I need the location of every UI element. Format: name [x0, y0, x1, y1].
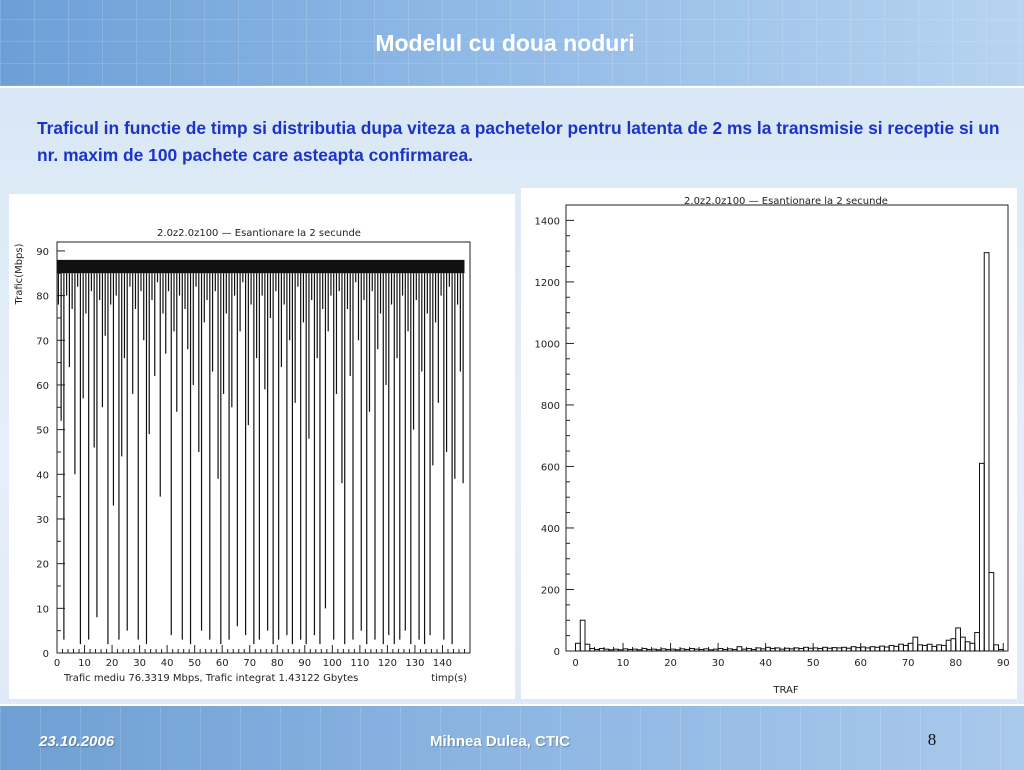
- y-tick-label: 20: [36, 559, 49, 571]
- histogram-bar: [808, 648, 813, 651]
- histogram-bar: [580, 620, 585, 651]
- histogram-bar: [837, 648, 842, 651]
- slide-subtitle: Traficul in functie de timp si distributia dupa viteza a pachetelor pentru latenta de 2 ms la transmisie si receptie si un nr. maxim de 100 pachete care asteapta confirmarea.: [37, 118, 1000, 165]
- histogram-bar: [732, 649, 737, 651]
- x-tick-label: 10: [616, 658, 630, 669]
- histogram-bar: [937, 645, 942, 651]
- histogram-bar: [823, 647, 828, 651]
- histogram-bar: [590, 649, 595, 651]
- histogram-bar: [766, 647, 771, 651]
- histogram-bar: [880, 646, 885, 651]
- histogram-bar: [647, 649, 652, 651]
- y-tick-label: 50: [36, 425, 49, 437]
- histogram-bar: [998, 649, 1003, 651]
- histogram-bar: [946, 640, 951, 651]
- histogram-bar: [618, 650, 623, 651]
- histogram-bar: [979, 463, 984, 651]
- y-tick-label: 1400: [534, 216, 560, 228]
- histogram-bar: [918, 645, 923, 651]
- histogram-bar: [956, 628, 961, 651]
- x-tick-label: 140: [432, 658, 453, 669]
- histogram-bar: [846, 648, 851, 651]
- x-tick-label: 60: [854, 658, 868, 669]
- histogram-bar: [951, 639, 956, 651]
- histogram-bar: [623, 649, 628, 651]
- histogram-bar: [832, 648, 837, 651]
- histogram-bar: [889, 645, 894, 651]
- x-tick-label: 60: [215, 658, 229, 669]
- y-tick-label: 10: [36, 604, 49, 616]
- x-axis-label: timp(s): [431, 673, 467, 684]
- plot-area: [535, 205, 1010, 669]
- x-tick-label: 50: [806, 658, 820, 669]
- histogram-bar: [941, 645, 946, 651]
- x-tick-label: 130: [405, 658, 425, 669]
- histogram-bar: [960, 637, 965, 651]
- y-tick-label: 90: [36, 246, 49, 258]
- histogram-bar: [884, 647, 889, 651]
- histogram-bar: [761, 649, 766, 651]
- chart-title: 2.0z2.0z100 — Esantionare la 2 secunde: [684, 196, 888, 207]
- histogram-bar: [975, 633, 980, 651]
- histogram-bar: [770, 649, 775, 651]
- histogram-bar: [723, 649, 728, 651]
- histogram-bar: [913, 637, 918, 651]
- y-tick-label: 600: [540, 462, 560, 474]
- x-tick-label: 90: [996, 658, 1010, 669]
- histogram-bar: [794, 648, 799, 651]
- histogram-bar: [642, 649, 647, 651]
- histogram-bar: [604, 649, 609, 651]
- histogram-bar: [922, 645, 927, 651]
- histogram-bar: [690, 649, 695, 651]
- histogram-bar: [576, 643, 581, 651]
- histogram-bar: [785, 648, 790, 651]
- histogram-bar: [970, 643, 975, 651]
- histogram-bar: [675, 650, 680, 651]
- histogram-bar: [718, 649, 723, 651]
- histogram-bar: [751, 649, 756, 651]
- histogram-bar: [984, 253, 989, 651]
- y-tick-label: 80: [36, 291, 49, 303]
- x-tick-label: 20: [664, 658, 677, 669]
- histogram-bar: [827, 648, 832, 651]
- histogram-bar: [818, 649, 823, 651]
- slide-footer: [0, 704, 1024, 770]
- x-tick-label: 20: [105, 658, 119, 669]
- histogram-bar: [861, 647, 866, 651]
- y-tick-label: 30: [36, 514, 49, 526]
- traffic-histogram-chart: [521, 188, 1017, 699]
- histogram-bar: [989, 573, 994, 651]
- x-axis-label: TRAF: [773, 685, 799, 696]
- traffic-histogram-chart-svg: [521, 188, 1017, 699]
- x-tick-label: 120: [377, 658, 397, 669]
- histogram-bar: [851, 647, 856, 651]
- x-tick-label: 80: [270, 658, 284, 669]
- histogram-bar: [899, 644, 904, 651]
- x-tick-label: 50: [188, 658, 202, 669]
- x-tick-label: 30: [133, 658, 146, 669]
- traffic-time-chart: [9, 194, 515, 699]
- histogram-bar: [614, 649, 619, 651]
- histogram-bar: [609, 650, 614, 651]
- y-tick-label: 1200: [534, 277, 560, 289]
- x-tick-label: 70: [901, 658, 915, 669]
- histogram-bar: [908, 643, 913, 651]
- histogram-bar: [804, 647, 809, 651]
- histogram-bar: [780, 649, 785, 651]
- histogram-bar: [932, 646, 937, 651]
- y-tick-label: 0: [553, 647, 560, 658]
- histogram-bar: [628, 649, 633, 651]
- footer-author: Mihnea Dulea, CTIC: [430, 733, 571, 750]
- histogram-bar: [656, 650, 661, 651]
- x-tick-label: 10: [78, 658, 91, 669]
- histogram-bar: [633, 649, 638, 651]
- histogram-bar: [680, 649, 685, 651]
- y-tick-label: 200: [540, 585, 560, 597]
- chart-footnote: Trafic mediu 76.3319 Mbps, Trafic integrat 1.43122 Gbytes: [64, 673, 359, 684]
- y-tick-label: 60: [36, 380, 49, 392]
- plot-area: [36, 242, 470, 669]
- chart-title: 2.0z2.0z100 — Esantionare la 2 secunde: [157, 228, 361, 239]
- y-tick-label: 40: [36, 470, 49, 482]
- histogram-bar: [789, 649, 794, 651]
- histogram-bar: [813, 648, 818, 651]
- histogram-bar: [799, 649, 804, 651]
- histogram-bar: [699, 649, 704, 651]
- histogram-bar: [666, 649, 671, 651]
- histogram-bar: [685, 649, 690, 651]
- histogram-bar: [870, 647, 875, 651]
- histogram-bar: [637, 650, 642, 651]
- x-tick-label: 40: [160, 658, 174, 669]
- histogram-bar: [671, 649, 676, 651]
- x-tick-label: 30: [711, 658, 725, 669]
- x-tick-label: 90: [298, 658, 312, 669]
- x-tick-label: 0: [572, 658, 579, 669]
- y-tick-label: 0: [42, 649, 49, 660]
- x-tick-label: 40: [759, 658, 772, 669]
- traffic-baseline-band: [57, 260, 464, 273]
- histogram-bar: [865, 648, 870, 651]
- y-tick-label: 800: [540, 400, 560, 412]
- histogram-bar: [694, 649, 699, 651]
- histogram-bar: [842, 647, 847, 651]
- histogram-bar: [595, 649, 600, 651]
- histogram-bar: [756, 648, 761, 651]
- histogram-bar: [927, 644, 932, 651]
- histogram-bar: [661, 649, 666, 651]
- histogram-bar: [875, 647, 880, 651]
- y-tick-label: 400: [540, 523, 560, 535]
- histogram-bar: [599, 649, 604, 651]
- histogram-bar: [965, 642, 970, 651]
- histogram-bar: [856, 648, 861, 651]
- histogram-bar: [713, 649, 718, 651]
- histogram-bar: [747, 649, 752, 651]
- histogram-bar: [585, 644, 590, 651]
- traffic-time-chart-svg: [9, 194, 515, 699]
- x-tick-label: 70: [243, 658, 257, 669]
- histogram-bar: [652, 649, 657, 651]
- slide-header: [0, 0, 1024, 88]
- histogram-bar: [709, 650, 714, 651]
- histogram-bar: [775, 648, 780, 651]
- page-number: 8: [927, 730, 937, 749]
- histogram-bar: [728, 649, 733, 651]
- histogram-bar: [903, 645, 908, 651]
- x-tick-label: 100: [322, 658, 342, 669]
- x-tick-label: 110: [350, 658, 370, 669]
- x-tick-label: 0: [53, 658, 61, 669]
- histogram-bar: [894, 646, 899, 651]
- slide-title: Modelul cu doua noduri: [375, 30, 635, 56]
- footer-date: 23.10.2006: [39, 733, 115, 750]
- plot-frame: [566, 205, 1008, 651]
- histogram-bar: [737, 647, 742, 651]
- y-tick-label: 1000: [534, 339, 560, 351]
- x-tick-label: 80: [949, 658, 963, 669]
- histogram-bar: [704, 649, 709, 651]
- y-tick-label: 70: [36, 336, 49, 348]
- histogram-bar: [742, 649, 747, 651]
- histogram-bar: [994, 645, 999, 651]
- y-axis-label: Trafic(Mbps): [14, 243, 25, 305]
